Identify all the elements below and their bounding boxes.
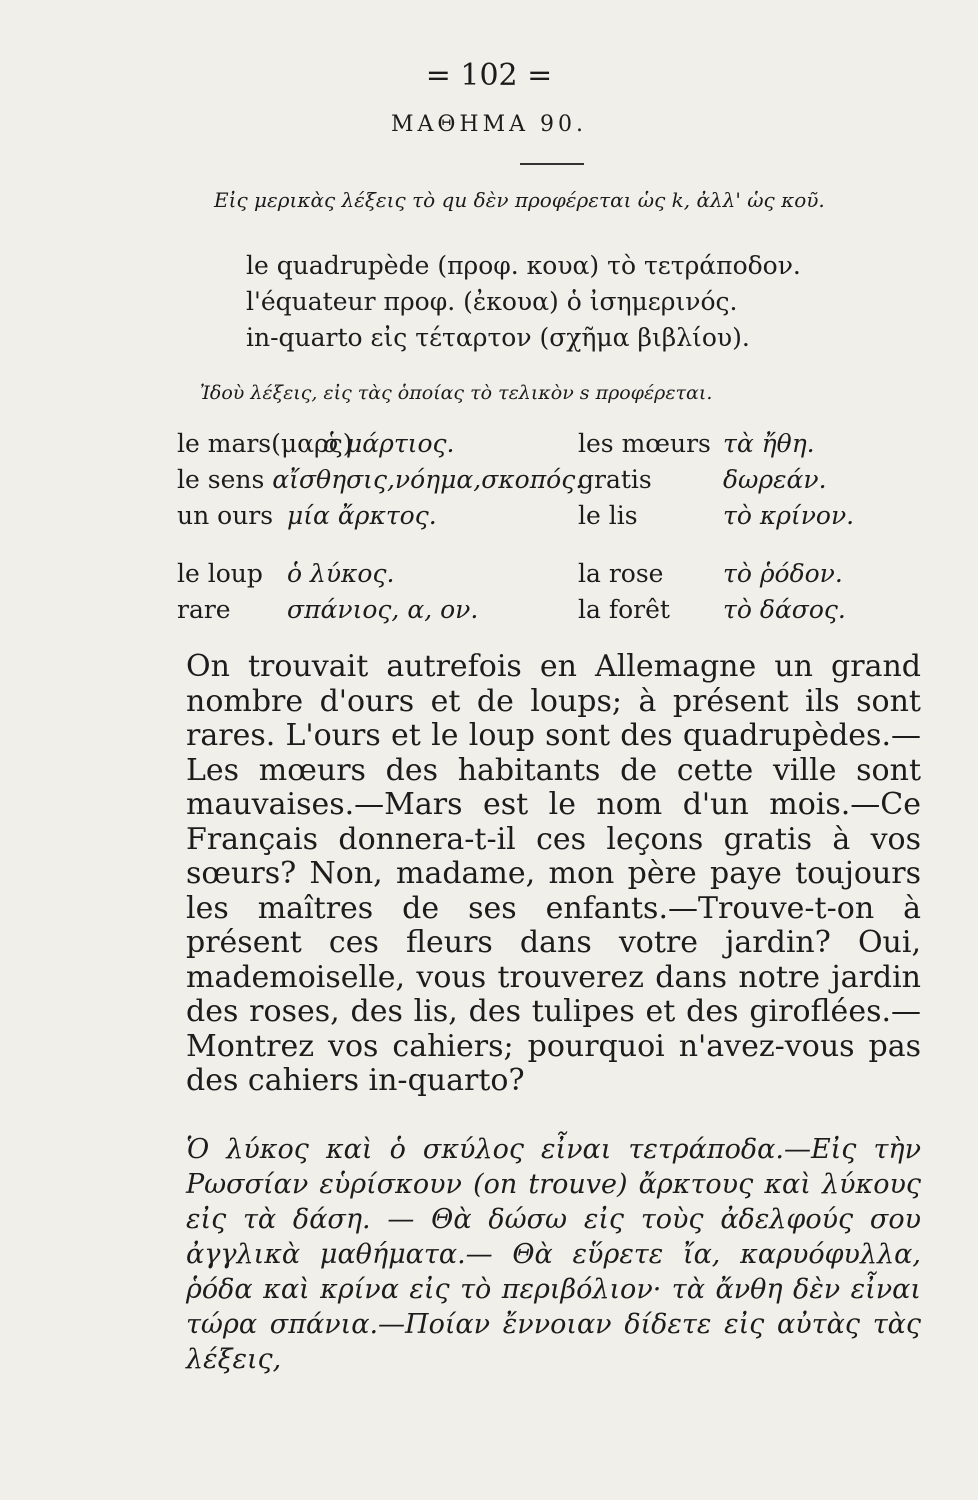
greek-exercise-text: Ὁ λύκος καὶ ὁ σκύλος εἶναι τετράποδα.—Εἰς τὴν Ρωσσίαν εὑρίσκουν (on trouve) ἄρκτους καὶ λύκους εἰς τὰ δάση. — Θὰ δώσω εἰς τοὺς ἀδελφούς σου ἀγγλικὰ μαθήματα.— Θὰ εὕρετε ἴα, καρυόφυλλα, ῥόδα καὶ κρίνα εἰς τὸ περιβόλιον· τὰ ἄνθη δὲν εἶναι τώρα σπάνια.—Ποίαν ἔννοιαν δίδετε εἰς αὐτὰς τὰς λέξεις, [186, 1134, 921, 1375]
vocab-right-column-2 [578, 556, 908, 628]
french-word: le mars(μαρς) [177, 429, 353, 458]
vocab-entry [177, 462, 584, 498]
vocab-entry [578, 498, 908, 534]
french-word: le loup [177, 559, 263, 588]
french-word: rare [177, 595, 231, 624]
vocab-entry [578, 556, 908, 592]
intro-final-s: Ἰδοὺ λέξεις, εἰς τὰς ὁποίας τὸ τελικὸν s προφέρεται. [200, 382, 713, 404]
greek-word: αἴσθησις,νόημα,σκοπός. [272, 465, 584, 494]
greek-word: τὸ κρίνον. [723, 501, 855, 530]
french-word: le sens [177, 465, 265, 494]
greek-word: ὁ μάρτιος. [323, 429, 455, 458]
vocab-left-column-2 [177, 556, 567, 628]
greek-word: δωρεάν. [723, 465, 827, 494]
greek-word: ὁ λύκος. [287, 559, 395, 588]
vocab-entry [177, 556, 567, 592]
vocab-entry [177, 426, 567, 462]
vocab-qu-line: in-quarto εἰς τέταρτον (σχῆμα βιβλίου). [246, 323, 750, 352]
vocab-right-column-1 [578, 426, 908, 534]
french-word: les mœurs [578, 429, 711, 458]
french-word: la forêt [578, 595, 670, 624]
french-word: gratis [578, 465, 652, 494]
greek-word: τὸ ῥόδον. [723, 559, 843, 588]
greek-exercise [186, 1132, 921, 1377]
greek-word: τὰ ἤθη. [723, 429, 815, 458]
vocab-entry [177, 592, 567, 628]
vocab-entry [578, 426, 908, 462]
vocab-qu-line: l'équateur προφ. (ἐκουα) ὁ ἰσημερινός. [246, 287, 738, 316]
title-divider [520, 163, 584, 165]
lesson-title: ΜΑΘΗΜΑ 90. [390, 112, 588, 137]
vocab-entry [578, 592, 908, 628]
french-exercise [186, 650, 921, 1099]
vocab-qu-list [246, 248, 946, 356]
greek-word: σπάνιος, α, ον. [287, 595, 479, 624]
french-exercise-text: On trouvait autrefois en Allemagne un grand nombre d'ours et de loups; à présent ils sont rares. L'ours et le loup sont des quadrupèdes.—Les mœurs des habitants de cette ville sont mauvaises.—Mars est le nom d'un mois.—Ce Français donnera-t-il ces leçons gratis à vos sœurs? Non, madame, mon père paye toujours les maîtres de ses enfants.—Trouve-t-on à présent ces fleurs dans votre jardin? Oui, mademoiselle, vous trouverez dans notre jardin des roses, des lis, des tulipes et des giroflées.—Montrez vos cahiers; pourquoi n'avez-vous pas des cahiers in-quarto? [186, 649, 921, 1098]
vocab-left-column-1 [177, 426, 584, 534]
vocab-qu-line: le quadrupède (προφ. κουα) τὸ τετράποδον. [246, 251, 801, 280]
page-number: = 102 = [425, 58, 553, 93]
french-word: un ours [177, 501, 274, 530]
vocab-entry [177, 498, 567, 534]
french-word: la rose [578, 559, 664, 588]
vocab-entry [578, 462, 908, 498]
greek-word: μία ἄρκτος. [287, 501, 437, 530]
french-word: le lis [578, 501, 638, 530]
intro-qu: Εἰς μερικὰς λέξεις τὸ qu δὲν προφέρεται ὡς k, ἀλλ' ὡς κοῦ. [214, 188, 825, 212]
greek-word: τὸ δάσος. [723, 595, 846, 624]
